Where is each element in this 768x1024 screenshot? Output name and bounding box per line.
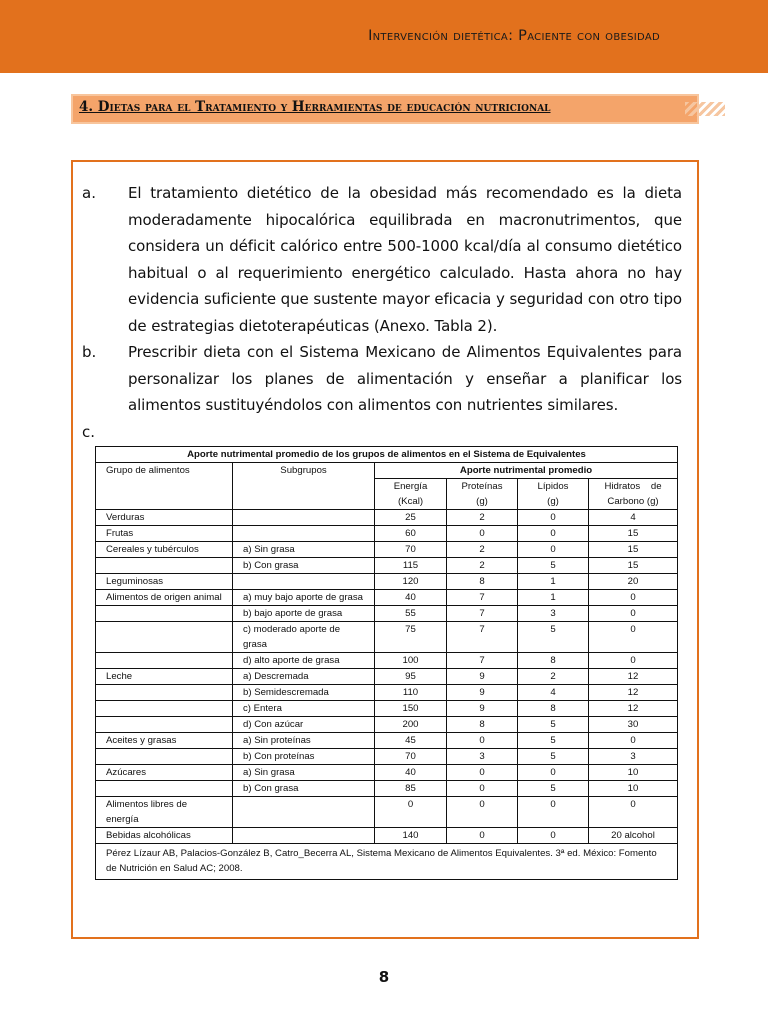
cell-hidratos: 0 bbox=[589, 622, 678, 653]
cell-energia: 150 bbox=[375, 701, 447, 717]
cell-hidratos: 0 bbox=[589, 590, 678, 606]
list-marker: a. bbox=[82, 184, 96, 202]
list-item-text: El tratamiento dietético de la obesidad más recomendado es la dieta moderadamente hipocalórica equilibrada en macronutrimentos, que considera un déficit calórico entre 500-1000 kcal/día al consumo dietético habitual o al requerimiento energético calculado. Hasta ahora no hay evidencia suficiente que sustente mayor eficacia y seguridad con otro tipo de estrategias dietoterapéuticas (Anexo. Tabla 2). bbox=[128, 184, 682, 335]
table-row bbox=[96, 733, 678, 749]
cell-hidratos: 20 alcohol bbox=[589, 828, 678, 844]
cell-lipidos: 0 bbox=[518, 510, 589, 526]
cell-hidratos: 0 bbox=[589, 606, 678, 622]
cell-subgroup: c) moderado aporte de grasa bbox=[233, 622, 375, 653]
cell-proteinas: 0 bbox=[447, 797, 518, 828]
table-source-row bbox=[96, 844, 678, 880]
table-row bbox=[96, 828, 678, 844]
cell-hidratos: 10 bbox=[589, 781, 678, 797]
cell-subgroup: a) Sin proteínas bbox=[233, 733, 375, 749]
cell-subgroup: b) Con grasa bbox=[233, 781, 375, 797]
cell-proteinas: 2 bbox=[447, 558, 518, 574]
cell-proteinas: 7 bbox=[447, 590, 518, 606]
page-number: 8 bbox=[378, 968, 390, 986]
col-header-energia: Energía (Kcal) bbox=[375, 479, 447, 510]
cell-energia: 25 bbox=[375, 510, 447, 526]
col-header-hidratos: Hidratos de Carbono (g) bbox=[589, 479, 678, 510]
cell-proteinas: 8 bbox=[447, 717, 518, 733]
col-header-proteinas: Proteínas (g) bbox=[447, 479, 518, 510]
cell-group: Bebidas alcohólicas bbox=[96, 828, 233, 844]
cell-group bbox=[96, 653, 233, 669]
cell-energia: 115 bbox=[375, 558, 447, 574]
cell-energia: 75 bbox=[375, 622, 447, 653]
table-header-row bbox=[96, 463, 678, 479]
table-row bbox=[96, 781, 678, 797]
cell-group: Alimentos de origen animal bbox=[96, 590, 233, 606]
cell-subgroup bbox=[233, 574, 375, 590]
cell-subgroup: b) bajo aporte de grasa bbox=[233, 606, 375, 622]
cell-lipidos: 5 bbox=[518, 733, 589, 749]
cell-energia: 40 bbox=[375, 590, 447, 606]
table-row bbox=[96, 669, 678, 685]
table-row bbox=[96, 685, 678, 701]
cell-proteinas: 7 bbox=[447, 653, 518, 669]
cell-hidratos: 30 bbox=[589, 717, 678, 733]
cell-group: Azúcares bbox=[96, 765, 233, 781]
cell-subgroup bbox=[233, 510, 375, 526]
cell-lipidos: 3 bbox=[518, 606, 589, 622]
list-item-text: Prescribir dieta con el Sistema Mexicano de Alimentos Equivalentes para personalizar los planes de alimentación y enseñar a planificar los alimentos sustituyéndolos con alimentos con nutrientes similares. bbox=[128, 343, 682, 414]
table-row bbox=[96, 510, 678, 526]
cell-energia: 0 bbox=[375, 797, 447, 828]
table-row bbox=[96, 590, 678, 606]
cell-lipidos: 5 bbox=[518, 717, 589, 733]
cell-lipidos: 2 bbox=[518, 669, 589, 685]
cell-subgroup: a) Sin grasa bbox=[233, 542, 375, 558]
table-row bbox=[96, 542, 678, 558]
cell-lipidos: 0 bbox=[518, 526, 589, 542]
list-marker: b. bbox=[82, 343, 97, 361]
cell-group bbox=[96, 781, 233, 797]
cell-group bbox=[96, 606, 233, 622]
section-title: 4. Dietas para el Tratamiento y Herramientas de educación nutricional bbox=[79, 99, 551, 115]
cell-lipidos: 8 bbox=[518, 653, 589, 669]
cell-lipidos: 0 bbox=[518, 828, 589, 844]
cell-lipidos: 0 bbox=[518, 542, 589, 558]
cell-subgroup bbox=[233, 526, 375, 542]
cell-lipidos: 5 bbox=[518, 749, 589, 765]
cell-energia: 120 bbox=[375, 574, 447, 590]
cell-proteinas: 3 bbox=[447, 749, 518, 765]
table-row bbox=[96, 574, 678, 590]
header-band bbox=[0, 0, 768, 73]
cell-group bbox=[96, 622, 233, 653]
table-row bbox=[96, 717, 678, 733]
table-row bbox=[96, 558, 678, 574]
cell-hidratos: 15 bbox=[589, 542, 678, 558]
cell-lipidos: 1 bbox=[518, 574, 589, 590]
list-item-b bbox=[82, 339, 682, 419]
cell-hidratos: 0 bbox=[589, 797, 678, 828]
cell-energia: 70 bbox=[375, 749, 447, 765]
list-item-a bbox=[82, 180, 682, 339]
table-row bbox=[96, 622, 678, 653]
col-header-aporte: Aporte nutrimental promedio bbox=[375, 463, 678, 479]
cell-group: Leguminosas bbox=[96, 574, 233, 590]
table-source: Pérez Lízaur AB, Palacios-González B, Catro_Becerra AL, Sistema Mexicano de Alimentos Equivalentes. 3ª ed. México: Fomento de Nutrición en Salud AC; 2008. bbox=[96, 844, 678, 880]
cell-hidratos: 20 bbox=[589, 574, 678, 590]
cell-lipidos: 1 bbox=[518, 590, 589, 606]
table-row bbox=[96, 653, 678, 669]
cell-hidratos: 3 bbox=[589, 749, 678, 765]
cell-subgroup: a) muy bajo aporte de grasa bbox=[233, 590, 375, 606]
col-header-lipidos: Lípidos (g) bbox=[518, 479, 589, 510]
recommendation-list bbox=[82, 180, 682, 441]
cell-group bbox=[96, 701, 233, 717]
nutrient-table bbox=[95, 446, 678, 880]
cell-hidratos: 12 bbox=[589, 669, 678, 685]
cell-subgroup: b) Semidescremada bbox=[233, 685, 375, 701]
table-row bbox=[96, 749, 678, 765]
cell-hidratos: 12 bbox=[589, 685, 678, 701]
running-header-title: Intervención dietética: Paciente con obesidad bbox=[368, 28, 660, 44]
cell-proteinas: 8 bbox=[447, 574, 518, 590]
cell-hidratos: 0 bbox=[589, 733, 678, 749]
table-row bbox=[96, 701, 678, 717]
cell-energia: 110 bbox=[375, 685, 447, 701]
cell-group: Verduras bbox=[96, 510, 233, 526]
col-header-subgroup: Subgrupos bbox=[233, 463, 375, 510]
cell-energia: 140 bbox=[375, 828, 447, 844]
cell-group bbox=[96, 717, 233, 733]
cell-proteinas: 0 bbox=[447, 781, 518, 797]
cell-lipidos: 5 bbox=[518, 622, 589, 653]
table-row bbox=[96, 797, 678, 828]
table-row bbox=[96, 526, 678, 542]
cell-lipidos: 5 bbox=[518, 781, 589, 797]
cell-proteinas: 0 bbox=[447, 733, 518, 749]
cell-subgroup: d) alto aporte de grasa bbox=[233, 653, 375, 669]
col-header-group: Grupo de alimentos bbox=[96, 463, 233, 510]
cell-subgroup bbox=[233, 797, 375, 828]
table-title: Aporte nutrimental promedio de los grupos de alimentos en el Sistema de Equivalentes bbox=[96, 447, 678, 463]
cell-proteinas: 9 bbox=[447, 701, 518, 717]
cell-group bbox=[96, 749, 233, 765]
cell-energia: 60 bbox=[375, 526, 447, 542]
cell-hidratos: 15 bbox=[589, 558, 678, 574]
cell-proteinas: 2 bbox=[447, 542, 518, 558]
nutrient-table-wrap bbox=[95, 446, 677, 880]
cell-energia: 85 bbox=[375, 781, 447, 797]
table-title-row bbox=[96, 447, 678, 463]
table-row bbox=[96, 765, 678, 781]
cell-subgroup: b) Con grasa bbox=[233, 558, 375, 574]
cell-lipidos: 4 bbox=[518, 685, 589, 701]
cell-energia: 70 bbox=[375, 542, 447, 558]
cell-hidratos: 10 bbox=[589, 765, 678, 781]
cell-proteinas: 9 bbox=[447, 669, 518, 685]
cell-subgroup: a) Sin grasa bbox=[233, 765, 375, 781]
cell-lipidos: 5 bbox=[518, 558, 589, 574]
list-marker: c. bbox=[82, 422, 96, 441]
cell-energia: 45 bbox=[375, 733, 447, 749]
cell-group bbox=[96, 558, 233, 574]
cell-subgroup: c) Entera bbox=[233, 701, 375, 717]
cell-hidratos: 12 bbox=[589, 701, 678, 717]
cell-subgroup bbox=[233, 828, 375, 844]
cell-lipidos: 0 bbox=[518, 797, 589, 828]
cell-group: Alimentos libres de energía bbox=[96, 797, 233, 828]
cell-group: Leche bbox=[96, 669, 233, 685]
table-row bbox=[96, 606, 678, 622]
cell-hidratos: 15 bbox=[589, 526, 678, 542]
cell-proteinas: 0 bbox=[447, 765, 518, 781]
cell-group: Cereales y tubérculos bbox=[96, 542, 233, 558]
section-banner bbox=[73, 96, 697, 122]
cell-hidratos: 4 bbox=[589, 510, 678, 526]
cell-energia: 55 bbox=[375, 606, 447, 622]
cell-group: Aceites y grasas bbox=[96, 733, 233, 749]
cell-subgroup: a) Descremada bbox=[233, 669, 375, 685]
cell-proteinas: 7 bbox=[447, 606, 518, 622]
cell-proteinas: 7 bbox=[447, 622, 518, 653]
cell-lipidos: 0 bbox=[518, 765, 589, 781]
cell-energia: 40 bbox=[375, 765, 447, 781]
cell-group: Frutas bbox=[96, 526, 233, 542]
cell-group bbox=[96, 685, 233, 701]
cell-lipidos: 8 bbox=[518, 701, 589, 717]
cell-proteinas: 0 bbox=[447, 526, 518, 542]
cell-subgroup: b) Con proteínas bbox=[233, 749, 375, 765]
cell-proteinas: 0 bbox=[447, 828, 518, 844]
cell-proteinas: 2 bbox=[447, 510, 518, 526]
cell-subgroup: d) Con azúcar bbox=[233, 717, 375, 733]
cell-hidratos: 0 bbox=[589, 653, 678, 669]
cell-energia: 200 bbox=[375, 717, 447, 733]
cell-energia: 100 bbox=[375, 653, 447, 669]
cell-energia: 95 bbox=[375, 669, 447, 685]
cell-proteinas: 9 bbox=[447, 685, 518, 701]
